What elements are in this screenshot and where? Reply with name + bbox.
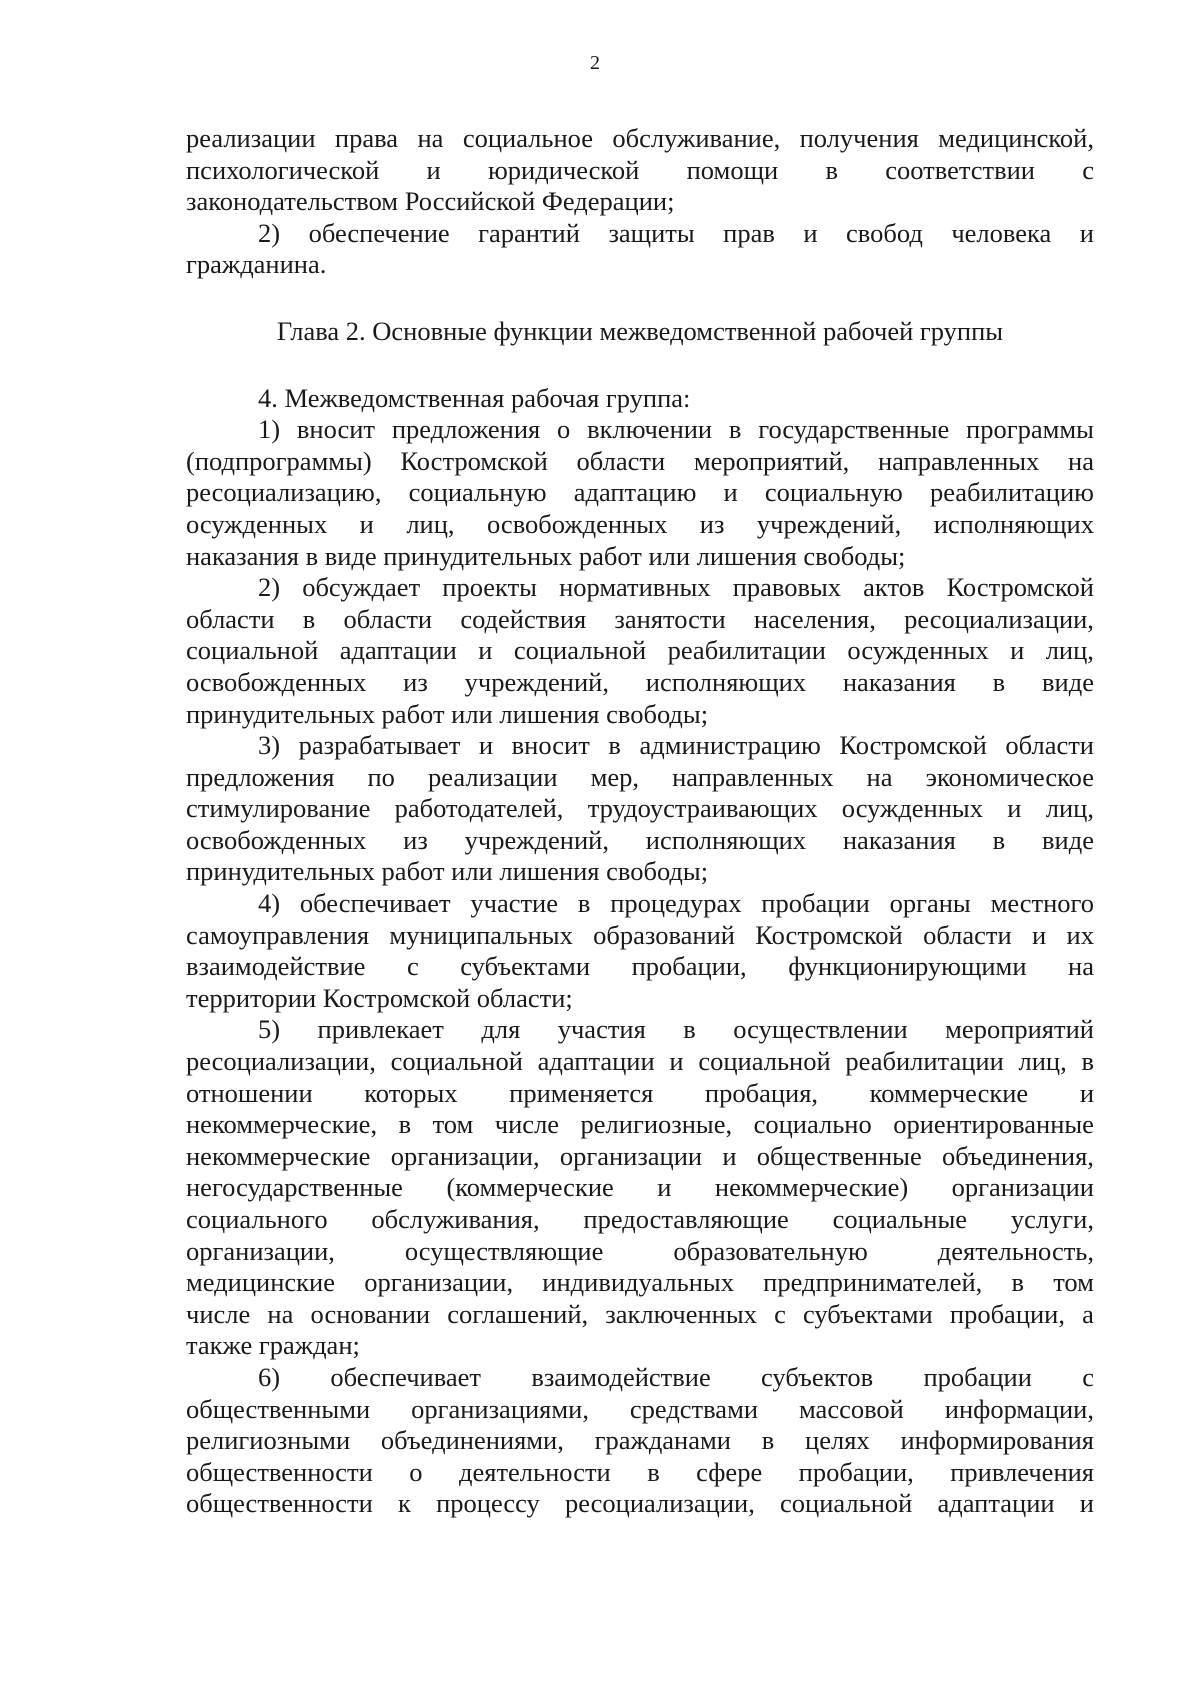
- text-line: социального обслуживания, предоставляющие социальные услуги,: [186, 1204, 1094, 1234]
- text-line: 6) обеспечивает взаимодействие субъектов пробации с: [258, 1361, 1094, 1392]
- text-line: общественности о деятельности в сфере пробации, привлечения: [186, 1456, 1094, 1487]
- text-line: самоуправления муниципальных образований Костромской области и их: [186, 919, 1094, 950]
- text-line: территории Костромской области;: [186, 982, 573, 1013]
- text-line: ресоциализацию, социальную адаптацию и социальную реабилитацию: [186, 477, 1094, 508]
- text-line: области в области содействия занятости населения, ресоциализации,: [186, 603, 1094, 634]
- text-line: освобожденных из учреждений, исполняющих наказания в виде: [186, 824, 1094, 855]
- chapter-heading: Глава 2. Основные функции межведомственной рабочей группы: [276, 315, 1004, 346]
- page-number: 2: [590, 52, 600, 74]
- text-line: наказания в виде принудительных работ или лишения свободы;: [186, 540, 906, 571]
- paragraph-spacer: [186, 348, 1094, 383]
- text-line: также граждан;: [186, 1330, 360, 1361]
- text-line: принудительных работ или лишения свободы;: [186, 698, 709, 729]
- text-line: отношении которых применяется пробация, коммерческие и: [186, 1077, 1094, 1108]
- text-line: 1) вносит предложения о включении в государственные программы: [258, 414, 1094, 445]
- paragraph-spacer: [186, 281, 1094, 316]
- text-line: некоммерческие организации, организации и общественные объединения,: [186, 1140, 1094, 1171]
- document-body: [186, 123, 1094, 1520]
- text-line: социальной адаптации и социальной реабилитации осужденных и лиц,: [186, 635, 1094, 666]
- text-line: негосударственные (коммерческие и некоммерческие) организации: [186, 1172, 1094, 1203]
- text-line: психологической и юридической помощи в соответствии с: [186, 154, 1094, 185]
- text-line: осужденных и лиц, освобожденных из учреждений, исполняющих: [186, 508, 1094, 539]
- text-line: медицинские организации, индивидуальных предпринимателей, в том: [186, 1267, 1094, 1298]
- text-line: принудительных работ или лишения свободы;: [186, 856, 709, 887]
- text-line: 5) привлекает для участия в осуществлении мероприятий: [258, 1014, 1094, 1045]
- text-line: общественными организациями, средствами массовой информации,: [186, 1393, 1094, 1424]
- text-line: предложения по реализации мер, направленных на экономическое: [186, 761, 1094, 792]
- text-line: 2) обеспечение гарантий защиты прав и свобод человека и: [258, 217, 1094, 248]
- text-line: реализации права на социальное обслуживание, получения медицинской,: [186, 123, 1094, 153]
- text-line: 2) обсуждает проекты нормативных правовых актов Костромской: [258, 572, 1094, 603]
- text-line: числе на основании соглашений, заключенных с субъектами пробации, а: [186, 1298, 1094, 1329]
- text-line: ресоциализации, социальной адаптации и социальной реабилитации лиц, в: [186, 1046, 1094, 1077]
- text-line: 4) обеспечивает участие в процедурах пробации органы местного: [258, 888, 1094, 919]
- text-line: гражданина.: [186, 249, 327, 280]
- text-line: некоммерческие, в том числе религиозные, социально ориентированные: [186, 1109, 1094, 1140]
- text-line: организации, осуществляющие образовательную деятельность,: [186, 1235, 1094, 1266]
- text-line: религиозными объединениями, гражданами в целях информирования: [186, 1425, 1094, 1456]
- text-line: законодательством Российской Федерации;: [186, 186, 675, 217]
- text-line: (подпрограммы) Костромской области мероприятий, направленных на: [186, 445, 1094, 476]
- text-line: стимулирование работодателей, трудоустраивающих осужденных и лиц,: [186, 793, 1094, 824]
- text-line: 3) разрабатывает и вносит в администрацию Костромской области: [258, 730, 1094, 761]
- text-line: освобожденных из учреждений, исполняющих наказания в виде: [186, 666, 1094, 697]
- text-line: взаимодействие с субъектами пробации, функционирующими на: [186, 951, 1094, 982]
- text-line: 4. Межведомственная рабочая группа:: [258, 382, 691, 413]
- text-line: общественности к процессу ресоциализации, социальной адаптации и: [186, 1488, 1094, 1519]
